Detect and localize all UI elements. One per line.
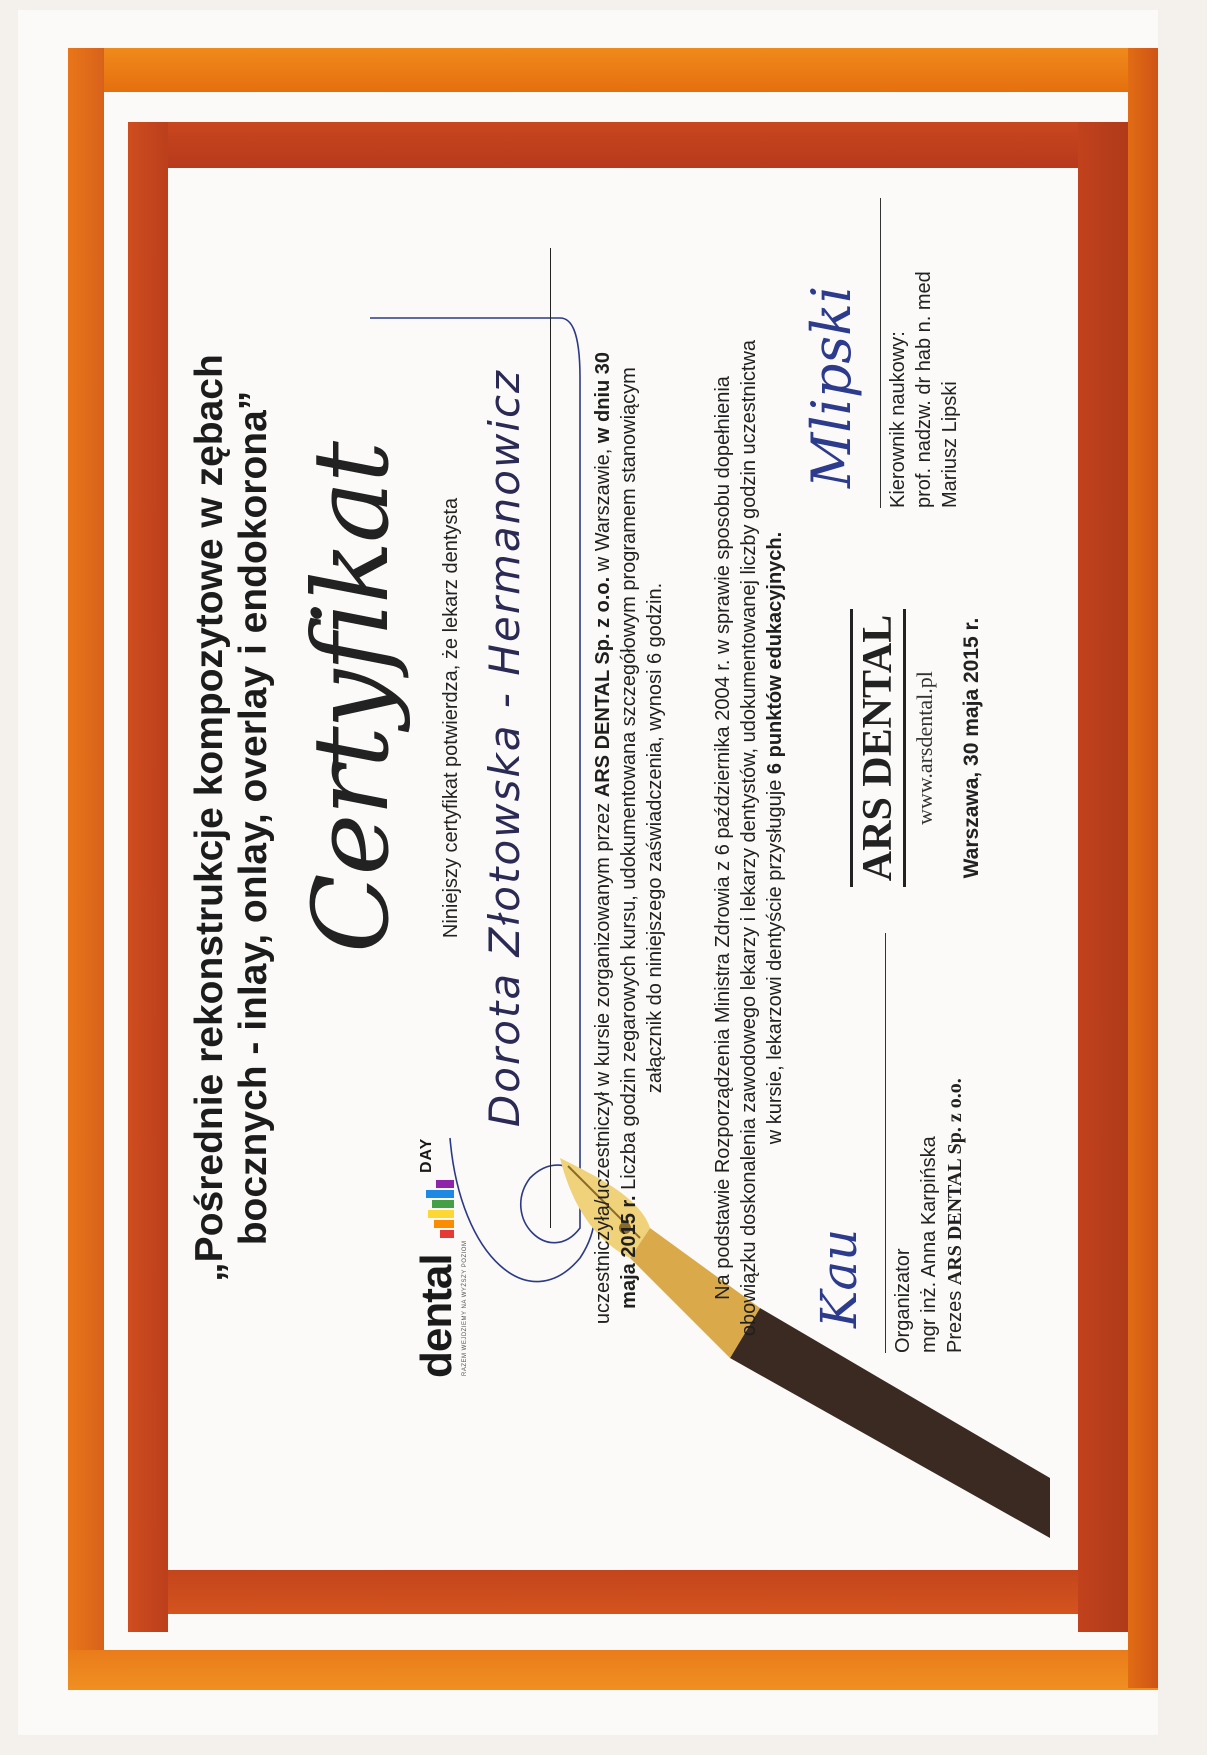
logo-day: DAY: [418, 1137, 435, 1173]
organizer-block: [890, 1023, 968, 1353]
name-underline: [550, 248, 551, 1228]
supervisor-role: Kierownik naukowy:: [887, 331, 909, 508]
paragraph1-mid: w Warszawie,: [592, 448, 614, 572]
frame-outer-left: [68, 48, 104, 1688]
supervisor-signature-line: [880, 198, 881, 508]
logo-word: dental: [412, 1254, 461, 1378]
regulation-paragraph: [710, 338, 788, 1338]
course-title-line1: „Pośrednie rekonstrukcje kompozytowe w zębach: [188, 354, 231, 1282]
paragraph1-date: w dniu 30 maja 2015 r.: [592, 351, 640, 1309]
organizer-title: Prezes ARS DENTAL Sp. z o.o.: [944, 1078, 966, 1353]
brand-name: ARS DENTAL: [850, 609, 906, 887]
course-title-line2: bocznych - inlay, onlay, overlay i endokorona”: [232, 390, 275, 1246]
organizer-company: ARS DENTAL Sp. z o.o.: [944, 1078, 966, 1286]
supervisor-block: [885, 178, 963, 508]
supervisor-title: prof. nadzw. dr hab n. med: [913, 271, 935, 508]
frame-outer-bottom: [68, 1650, 1158, 1690]
paragraph1-company: ARS DENTAL Sp. z o.o.: [592, 576, 614, 798]
organizer-signature: Kau: [810, 1228, 868, 1328]
frame-inner-bottom: [168, 1570, 1128, 1614]
frame-inner-right: [1078, 122, 1128, 1632]
intro-text: Niniejszy certyfikat potwierdza, że lekarz dentysta: [440, 497, 462, 939]
paragraph1-rest: Liczba godzin zegarowych kursu, udokumentowana szczegółowym programem stanowiącym załącznik do niniejszego zaświadczenia, wynosi 6 godzin.: [618, 367, 666, 1190]
frame-outer-right: [1128, 48, 1158, 1688]
logo-bars-icon: [424, 1178, 454, 1238]
organizer-role: Organizator: [892, 1248, 914, 1353]
supervisor-signature: Mlipski: [800, 285, 863, 488]
certificate-heading: Certyfikat: [290, 443, 412, 953]
paragraph1-pre: uczestniczyła/uczestniczył w kursie zorganizowanym przez: [592, 802, 614, 1325]
logo-tagline: RAZEM WEJDZIEMY NA WYŻSZY POZIOM: [462, 1240, 468, 1376]
participant-name: Dorota Złotowska - Hermanowicz: [480, 368, 529, 1128]
paragraph2-text: Na podstawie Rozporządzenia Ministra Zdrowia z 6 października 2004 r. w sprawie sposobu dopełnienia obowiązku doskonalenia zawodowego lekarzy i lekarzy dentystów, udokumentowanej liczby godzin uczestnictwa w kursie, lekarzowi dentyście przysługuje: [712, 339, 786, 1337]
ars-dental-brand: [850, 578, 984, 918]
brand-url: www.arsdental.pl: [912, 671, 937, 825]
organizer-signature-line: [885, 933, 886, 1353]
dental-day-logo: [412, 1078, 472, 1378]
frame-outer-top: [68, 48, 1158, 92]
paragraph2-points: 6 punktów edukacyjnych.: [764, 531, 786, 775]
course-paragraph: [590, 338, 668, 1338]
organizer-name: mgr inż. Anna Karpińska: [918, 1136, 940, 1353]
course-title: [188, 338, 276, 1298]
place-date: Warszawa, 30 maja 2015 r.: [960, 617, 983, 879]
supervisor-name: Mariusz Lipski: [939, 381, 961, 508]
certificate-content: [150, 158, 1060, 1558]
